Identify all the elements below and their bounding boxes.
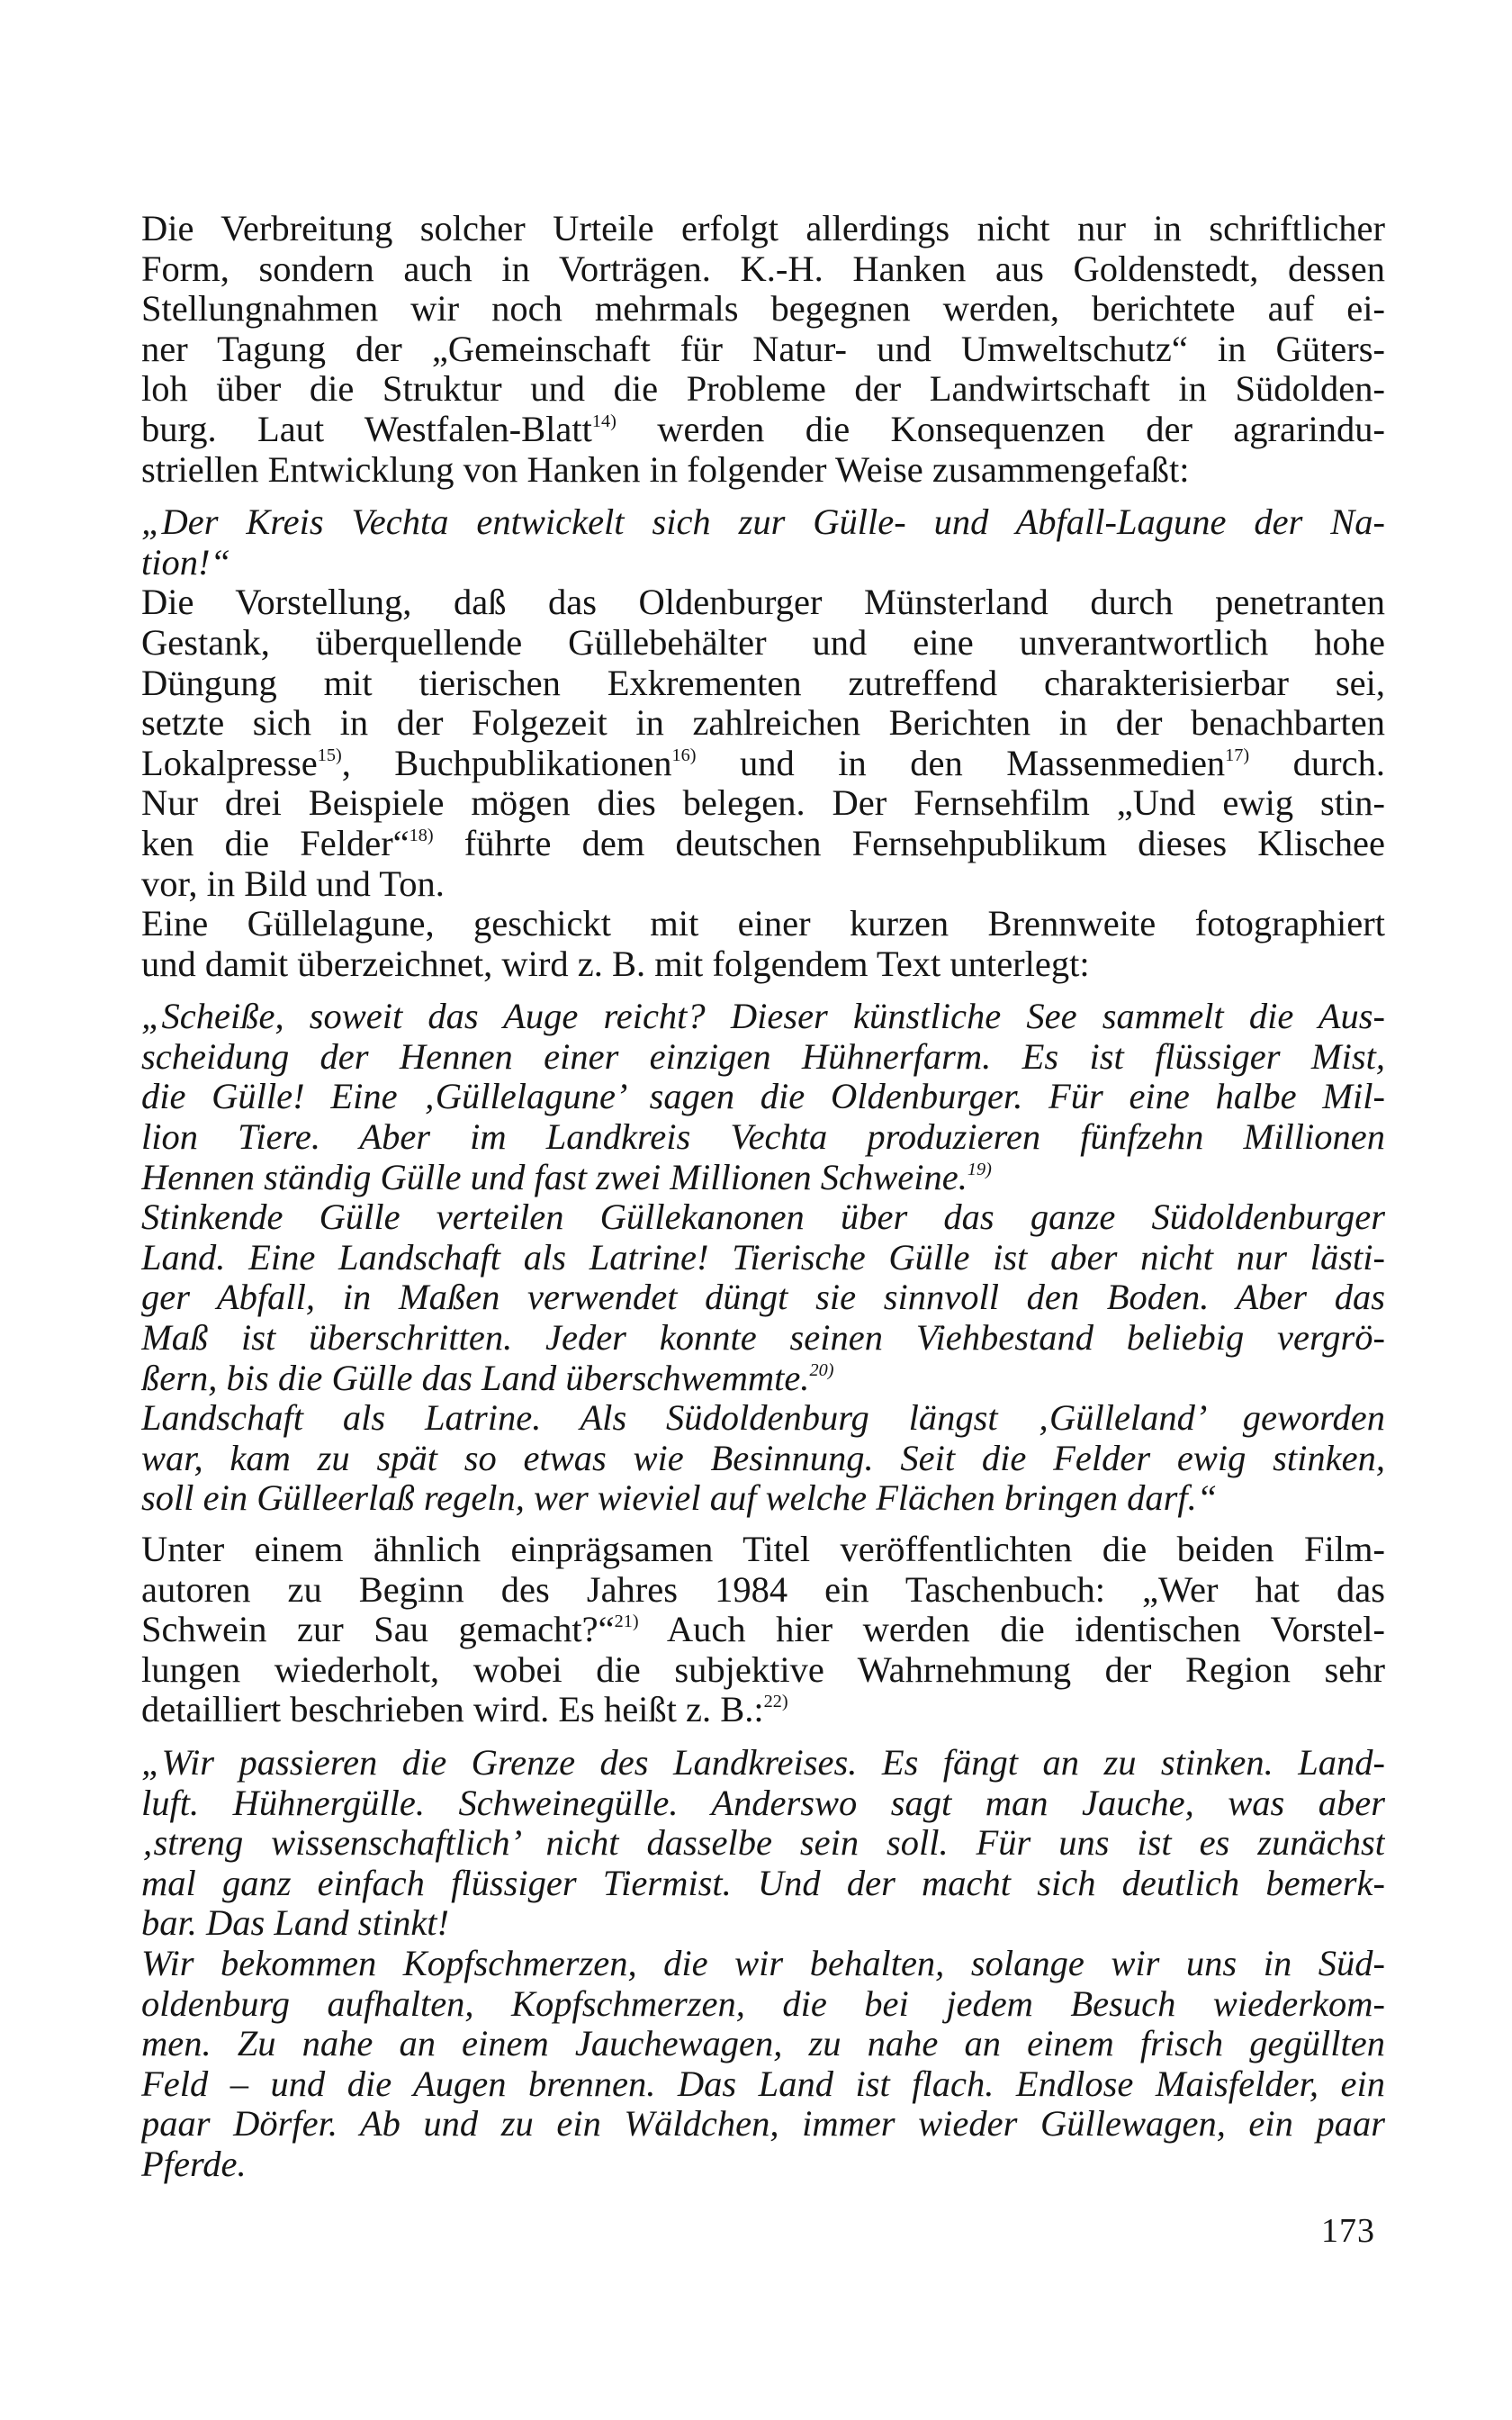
- text-line: loh über die Struktur und die Probleme der Landwirtschaft in Südolden-: [141, 369, 1385, 410]
- text-run: ken die Felder“: [141, 823, 410, 863]
- footnote-ref-16: 16): [671, 745, 697, 765]
- text-run: ßern, bis die Gülle das Land überschwemmte.: [141, 1358, 810, 1398]
- text-line: [141, 1610, 1385, 1650]
- text-run: burg. Laut Westfalen-Blatt: [141, 409, 592, 449]
- text-line: Die Vorstellung, daß das Oldenburger Münsterland durch penetranten: [141, 582, 1385, 623]
- body-text: [141, 209, 1385, 2185]
- text-line: die Gülle! Eine ‚Güllelagune’ sagen die Oldenburger. Für eine halbe Mil-: [141, 1077, 1385, 1117]
- text-line: lion Tiere. Aber im Landkreis Vechta produzieren fünfzehn Millionen: [141, 1117, 1385, 1158]
- text-line: paar Dörfer. Ab und zu ein Wäldchen, immer wieder Güllewagen, ein paar: [141, 2104, 1385, 2145]
- text-line: Pferde.: [141, 2144, 247, 2184]
- footnote-ref-20: 20): [809, 1359, 834, 1380]
- text-run: Auch hier werden die identischen Vorstel-: [638, 1610, 1385, 1650]
- footnote-ref-19: 19): [967, 1159, 992, 1179]
- text-line: [141, 744, 1385, 784]
- text-line: [141, 1359, 1385, 1399]
- text-line: bar. Das Land stinkt!: [141, 1903, 450, 1944]
- text-line: Unter einem ähnlich einprägsamen Titel veröffentlichten die beiden Film-: [141, 1530, 1385, 1569]
- text-line: striellen Entwicklung von Hanken in folgender Weise zusammengefaßt:: [141, 449, 1190, 490]
- text-line: oldenburg aufhalten, Kopfschmerzen, die bei jedem Besuch wiederkom-: [141, 1983, 1385, 2024]
- text-run: werden die Konsequenzen der agrarindu-: [616, 409, 1385, 449]
- footnote-ref-21: 21): [614, 1612, 639, 1631]
- text-line: Düngung mit tierischen Exkrementen zutreffend charakterisierbar sei,: [141, 663, 1385, 703]
- text-line: Form, sondern auch in Vorträgen. K.-H. Hanken aus Goldenstedt, dessen: [141, 248, 1385, 289]
- paragraph-3: [141, 904, 1385, 984]
- paragraph-2: [141, 582, 1385, 904]
- paragraph-4: [141, 1530, 1385, 1730]
- footnote-ref-18: 18): [409, 825, 434, 845]
- text-run: und in den Massenmedien: [696, 743, 1226, 783]
- footnote-ref-15: 15): [317, 745, 342, 765]
- quote-2: [141, 997, 1385, 1519]
- text-line: Die Verbreitung solcher Urteile erfolgt allerdings nicht nur in schriftlicher: [141, 209, 1385, 248]
- text-line: Maß ist überschritten. Jeder konnte seinen Viehbestand beliebig vergrö-: [141, 1318, 1385, 1359]
- text-line: „Der Kreis Vechta entwickelt sich zur Gülle- und Abfall-Lagune der Na-: [141, 502, 1385, 543]
- text-line: [141, 1158, 1385, 1198]
- text-run: Lokalpresse: [141, 743, 318, 783]
- text-run: durch.: [1249, 743, 1385, 783]
- text-line: [141, 410, 1385, 450]
- text-line: Landschaft als Latrine. Als Südoldenburg längst ‚Gülleland’ geworden: [141, 1398, 1385, 1439]
- text-line: war, kam zu spät so etwas wie Besinnung. Seit die Felder ewig stinken,: [141, 1438, 1385, 1478]
- page-number: 173: [1321, 2212, 1375, 2250]
- text-run: Hennen ständig Gülle und fast zwei Millionen Schweine.: [141, 1157, 968, 1197]
- text-run: , Buchpublikationen: [341, 743, 672, 783]
- quote-1: [141, 502, 1385, 582]
- text-line: mal ganz einfach flüssiger Tiermist. Und der macht sich deutlich bemerk-: [141, 1863, 1385, 1903]
- text-line: [141, 824, 1385, 864]
- text-line: [141, 1690, 1385, 1730]
- text-line: lungen wiederholt, wobei die subjektive Wahrnehmung der Region sehr: [141, 1649, 1385, 1690]
- footnote-ref-17: 17): [1225, 745, 1250, 765]
- text-line: Nur drei Beispiele mögen dies belegen. Der Fernsehfilm „Und ewig stin-: [141, 783, 1385, 824]
- text-line: ger Abfall, in Maßen verwendet düngt sie sinnvoll den Boden. Aber das: [141, 1278, 1385, 1318]
- text-line: autoren zu Beginn des Jahres 1984 ein Taschenbuch: „Wer hat das: [141, 1569, 1385, 1610]
- text-line: Land. Eine Landschaft als Latrine! Tierische Gülle ist aber nicht nur lästi-: [141, 1237, 1385, 1278]
- text-line: und damit überzeichnet, wird z. B. mit folgendem Text unterlegt:: [141, 944, 1090, 984]
- text-run: führte dem deutschen Fernsehpublikum dieses Klischee: [433, 823, 1385, 863]
- text-line: Stellungnahmen wir noch mehrmals begegnen werden, berichtete auf ei-: [141, 289, 1385, 330]
- text-line: vor, in Bild und Ton.: [141, 863, 445, 904]
- text-line: men. Zu nahe an einem Jauchewagen, zu nahe an einem frisch gegüllten: [141, 2024, 1385, 2064]
- text-line: „Scheiße, soweit das Auge reicht? Dieser künstliche See sammelt die Aus-: [141, 997, 1385, 1037]
- text-line: ‚streng wissenschaftlich’ nicht dasselbe sein soll. Für uns ist es zunächst: [141, 1823, 1385, 1864]
- text-run: Schwein zur Sau gemacht?“: [141, 1610, 615, 1650]
- text-line: Feld – und die Augen brennen. Das Land ist flach. Endlose Maisfelder, ein: [141, 2063, 1385, 2104]
- text-line: scheidung der Hennen einer einzigen Hühnerfarm. Es ist flüssiger Mist,: [141, 1036, 1385, 1077]
- text-run: detailliert beschrieben wird. Es heißt z. B.:: [141, 1690, 764, 1730]
- text-line: ner Tagung der „Gemeinschaft für Natur- und Umweltschutz“ in Güters-: [141, 329, 1385, 369]
- text-line: soll ein Gülleerlaß regeln, wer wieviel auf welche Flächen bringen darf.“: [141, 1478, 1218, 1519]
- text-line: luft. Hühnergülle. Schweinegülle. Anderswo sagt man Jauche, was aber: [141, 1783, 1385, 1823]
- footnote-ref-14: 14): [591, 411, 616, 431]
- text-line: Stinkende Gülle verteilen Güllekanonen über das ganze Südoldenburger: [141, 1197, 1385, 1238]
- text-line: „Wir passieren die Grenze des Landkreises. Es fängt an zu stinken. Land-: [141, 1742, 1385, 1783]
- text-line: Wir bekommen Kopfschmerzen, die wir behalten, solange wir uns in Süd-: [141, 1943, 1385, 1983]
- footnote-ref-22: 22): [763, 1692, 788, 1712]
- text-line: Gestank, überquellende Güllebehälter und eine unverantwortlich hohe: [141, 622, 1385, 663]
- text-line: Eine Güllelagune, geschickt mit einer kurzen Brennweite fotographiert: [141, 904, 1385, 944]
- paragraph-1: [141, 209, 1385, 490]
- quote-3: [141, 1743, 1385, 2185]
- text-line: setzte sich in der Folgezeit in zahlreichen Berichten in der benachbarten: [141, 703, 1385, 744]
- text-line: tion!“: [141, 542, 231, 582]
